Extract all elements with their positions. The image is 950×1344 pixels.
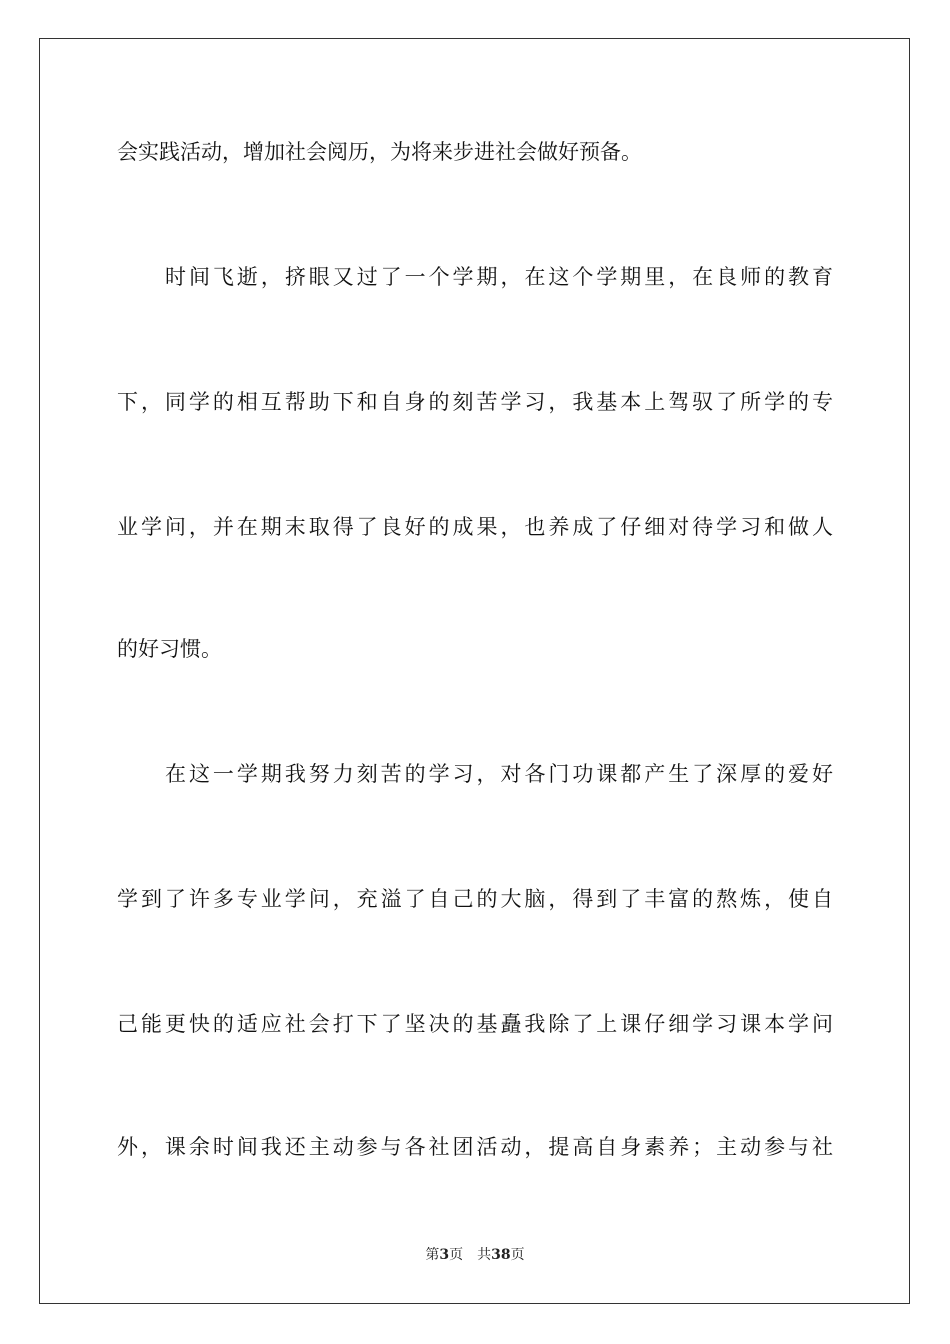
text-line-8: 己能更快的适应社会打下了坚决的基矗我除了上课仔细学习课本学问 <box>117 1012 833 1036</box>
page-border <box>39 38 910 1304</box>
page-number: 3 <box>439 1247 450 1263</box>
text-line-5: 的好习惯。 <box>117 637 222 661</box>
text-line-9: 外，课余时间我还主动参与各社团活动，提高自身素养；主动参与社 <box>117 1135 833 1159</box>
page-footer <box>0 1246 950 1264</box>
text-line-1: 会实践活动，增加社会阅历，为将来步进社会做好预备。 <box>117 140 642 164</box>
page-label-prefix: 第 <box>425 1247 440 1263</box>
text-line-7: 学到了许多专业学问，充溢了自己的大脑，得到了丰富的熬炼，使自 <box>117 887 833 911</box>
total-label-prefix: 共 <box>477 1247 492 1263</box>
text-line-6: 在这一学期我努力刻苦的学习，对各门功课都产生了深厚的爱好 <box>165 762 833 786</box>
total-pages: 38 <box>491 1247 511 1263</box>
text-line-4: 业学问，并在期末取得了良好的成果，也养成了仔细对待学习和做人 <box>117 515 833 539</box>
text-line-2: 时间飞逝，挤眼又过了一个学期，在这个学期里，在良师的教育 <box>165 265 833 289</box>
page-label-suffix: 页 <box>449 1247 464 1263</box>
text-line-3: 下，同学的相互帮助下和自身的刻苦学习，我基本上驾驭了所学的专 <box>117 390 833 414</box>
total-label-suffix: 页 <box>510 1247 525 1263</box>
